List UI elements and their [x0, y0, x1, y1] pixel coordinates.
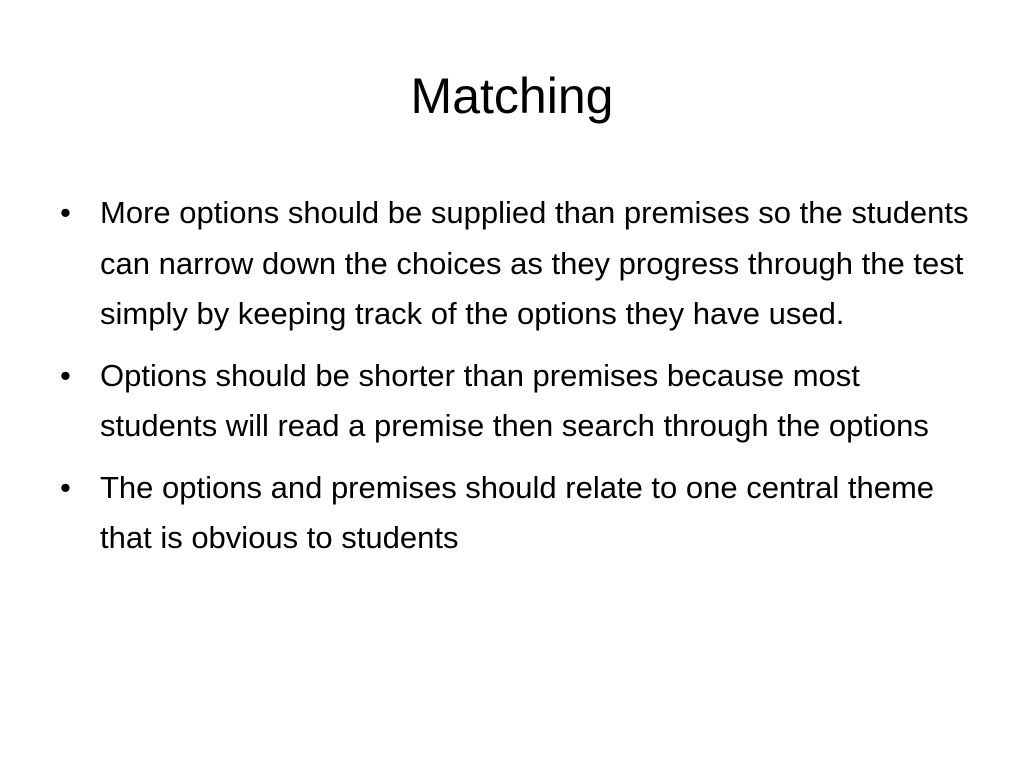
bullet-icon: • — [60, 195, 71, 230]
bullet-icon: • — [60, 357, 71, 393]
bullet-icon: • — [60, 469, 71, 505]
bullet-item — [58, 351, 978, 452]
bullet-list — [58, 188, 978, 575]
bullet-item — [58, 463, 978, 564]
bullet-item — [58, 188, 978, 340]
bullet-text: More options should be supplied than premises so the students can narrow down the choices as they progress through the test simply by keeping track of the options they have used. — [100, 195, 969, 331]
slide-title: Matching — [410, 68, 614, 124]
bullet-text: The options and premises should relate to one central theme that is obvious to students — [100, 469, 935, 555]
bullet-text: Options should be shorter than premises because most students will read a premise then search through the options — [100, 357, 929, 443]
